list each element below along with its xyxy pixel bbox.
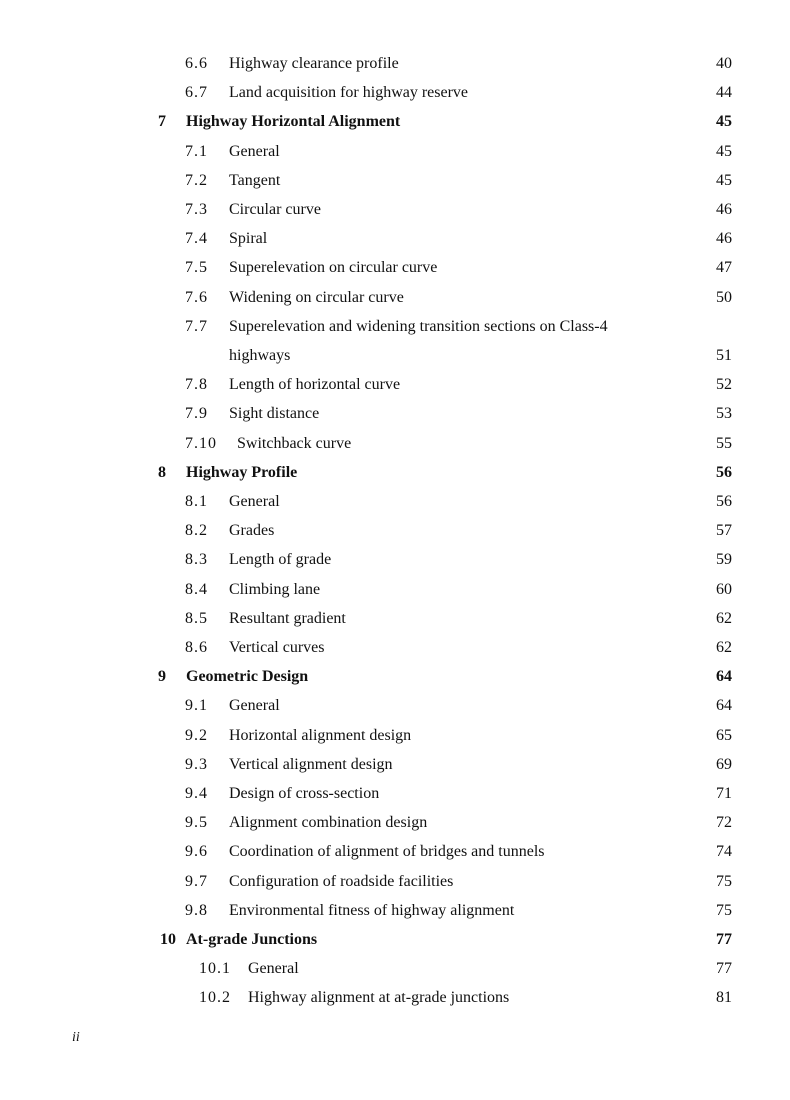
toc-entry-number: 8.1: [185, 493, 208, 510]
toc-entry-number: 9.8: [185, 901, 208, 919]
toc-entry-title: At-grade Junctions: [186, 931, 318, 948]
toc-entry-page: 45: [716, 171, 732, 189]
toc-entry-page: 46: [716, 230, 732, 248]
toc-section-entry[interactable]: [0, 899, 790, 923]
toc-entry-number: 9.1: [185, 697, 208, 715]
toc-entry-number: 8.5: [185, 609, 208, 627]
toc-entry-title: General: [248, 960, 299, 978]
toc-entry-title: Coordination of alignment of bridges and tunnels: [229, 843, 545, 861]
toc-entry-title: Design of cross-section: [229, 785, 380, 802]
toc-section-entry[interactable]: [0, 578, 790, 602]
toc-entry-number: 8: [158, 463, 166, 481]
toc-entry-title: Highway Horizontal Alignment: [186, 113, 401, 131]
toc-entry-page: 47: [716, 259, 732, 277]
toc-entry-number: 7.3: [185, 201, 208, 218]
toc-entry-number: 8.3: [185, 551, 208, 569]
toc-entry-title: Grades: [229, 522, 275, 540]
toc-entry-title: highways: [229, 347, 291, 364]
toc-entry-title: Land acquisition for highway reserve: [229, 84, 469, 102]
toc-entry-title: Switchback curve: [237, 434, 352, 452]
toc-entry-number: 7.10: [185, 434, 217, 452]
toc-entry-page: 71: [716, 785, 732, 802]
toc-entry-title: Vertical alignment design: [229, 755, 393, 773]
toc-entry-page: 56: [716, 463, 732, 481]
toc-entry-page: 62: [716, 609, 732, 627]
page-number: ii: [72, 1030, 80, 1045]
toc-entry-page: 52: [716, 376, 732, 394]
toc-section-entry[interactable]: [0, 169, 790, 193]
toc-entry-page: 59: [716, 551, 732, 569]
toc-entry-page: 75: [716, 901, 732, 919]
toc-entry-title: Alignment combination design: [229, 814, 428, 832]
toc-entry-number: 7.9: [185, 405, 208, 423]
toc-chapter-entry[interactable]: [0, 928, 790, 952]
toc-entry-page: 75: [716, 872, 732, 890]
toc-entry-page: 45: [716, 113, 732, 131]
toc-entry-page: 57: [716, 522, 732, 540]
toc-entry-title: Highway clearance profile: [229, 55, 399, 72]
toc-entry-page: 51: [716, 347, 732, 364]
toc-section-entry[interactable]: [0, 782, 790, 806]
toc-entry-number: 7.5: [185, 259, 208, 277]
toc-entry-page: 44: [716, 84, 732, 102]
toc-entry-number: 9.2: [185, 726, 208, 744]
toc-entry-number: 6.7: [185, 84, 208, 102]
toc-section-entry[interactable]: [0, 227, 790, 251]
toc-entry-number: 10.2: [199, 989, 231, 1007]
toc-entry-page: 50: [716, 288, 732, 306]
toc-entry-title: Horizontal alignment design: [229, 726, 412, 744]
toc-entry-page: 81: [716, 989, 732, 1007]
toc-entry-title: Widening on circular curve: [229, 288, 404, 306]
toc-section-entry[interactable]: [0, 140, 790, 164]
toc-chapter-entry[interactable]: [0, 110, 790, 134]
toc-section-entry[interactable]: [0, 753, 790, 777]
toc-entry-page: 62: [716, 639, 732, 656]
toc-section-entry[interactable]: [0, 957, 790, 981]
toc-entry-page: 40: [716, 55, 732, 72]
toc-section-entry[interactable]: [0, 548, 790, 572]
toc-entry-page: 46: [716, 201, 732, 218]
toc-entry-title: Tangent: [229, 171, 281, 189]
toc-entry-title: Length of horizontal curve: [229, 376, 401, 394]
toc-entry-number: 9: [158, 668, 166, 686]
toc-entry-title: General: [229, 697, 280, 715]
toc-section-entry[interactable]: [0, 724, 790, 748]
toc-section-entry[interactable]: [0, 694, 790, 718]
toc-entry-title: Geometric Design: [186, 668, 309, 686]
toc-entry-number: 8.2: [185, 522, 208, 540]
toc-entry-number: 8.6: [185, 639, 208, 656]
toc-section-entry[interactable]: [0, 81, 790, 105]
toc-entry-number: 7.2: [185, 171, 208, 189]
toc-entry-page: 45: [716, 142, 732, 160]
toc-section-entry[interactable]: [0, 315, 790, 339]
toc-entry-page: 74: [716, 843, 732, 861]
toc-entry-page: 64: [716, 697, 732, 715]
toc-entry-title: Superelevation and widening transition sections on Class-4: [229, 317, 608, 335]
toc-entry-number: 7.1: [185, 142, 208, 160]
toc-section-entry[interactable]: [0, 256, 790, 280]
toc-entry-title: Environmental fitness of highway alignment: [229, 901, 515, 919]
toc-entry-continuation[interactable]: [0, 344, 790, 368]
toc-entry-title: Climbing lane: [229, 580, 321, 598]
toc-entry-number: 9.3: [185, 755, 208, 773]
toc-section-entry[interactable]: [0, 402, 790, 426]
toc-entry-page: 65: [716, 726, 732, 744]
toc-entry-title: Circular curve: [229, 201, 321, 218]
toc-chapter-entry[interactable]: [0, 665, 790, 689]
toc-entry-title: Configuration of roadside facilities: [229, 872, 454, 890]
toc-entry-page: 72: [716, 814, 732, 832]
toc-entry-title: Sight distance: [229, 405, 320, 423]
toc-section-entry[interactable]: [0, 870, 790, 894]
toc-entry-page: 55: [716, 434, 732, 452]
toc-section-entry[interactable]: [0, 198, 790, 222]
toc-section-entry[interactable]: [0, 519, 790, 543]
toc-entry-page: 60: [716, 580, 732, 598]
toc-entry-title: Highway alignment at at-grade junctions: [248, 989, 510, 1007]
toc-entry-title: General: [229, 493, 280, 510]
toc-section-entry[interactable]: [0, 286, 790, 310]
toc-entry-page: 77: [716, 931, 732, 948]
toc-entry-page: 56: [716, 493, 732, 510]
toc-entry-title: Spiral: [229, 230, 268, 248]
toc-entry-title: Length of grade: [229, 551, 332, 569]
toc-entry-number: 9.5: [185, 814, 208, 832]
toc-entry-title: Superelevation on circular curve: [229, 259, 438, 277]
toc-entry-number: 7.6: [185, 288, 208, 306]
toc-section-entry[interactable]: [0, 607, 790, 631]
toc-entry-page: 77: [716, 960, 732, 978]
toc-entry-number: 7: [158, 113, 166, 131]
toc-entry-page: 64: [716, 668, 732, 686]
toc-entry-number: 10: [160, 931, 176, 948]
toc-entry-number: 9.7: [185, 872, 208, 890]
toc-entry-number: 7.8: [185, 376, 208, 394]
toc-entry-title: Resultant gradient: [229, 609, 346, 627]
toc-section-entry[interactable]: [0, 811, 790, 835]
toc-entry-page: 69: [716, 755, 732, 773]
toc-section-entry[interactable]: [0, 986, 790, 1010]
toc-section-entry[interactable]: [0, 840, 790, 864]
toc-entry-number: 6.6: [185, 55, 208, 72]
toc-section-entry[interactable]: [0, 373, 790, 397]
toc-entry-number: 8.4: [185, 580, 208, 598]
toc-entry-number: 7.7: [185, 317, 208, 335]
toc-section-entry[interactable]: [0, 636, 790, 660]
toc-entry-number: 7.4: [185, 230, 208, 248]
toc-section-entry[interactable]: [0, 490, 790, 514]
toc-entry-title: General: [229, 142, 280, 160]
toc-entry-number: 10.1: [199, 960, 231, 978]
toc-entry-page: 53: [716, 405, 732, 423]
toc-entry-title: Vertical curves: [229, 639, 325, 656]
toc-chapter-entry[interactable]: [0, 461, 790, 485]
toc-entry-number: 9.4: [185, 785, 208, 802]
toc-entry-number: 9.6: [185, 843, 208, 861]
toc-entry-title: Highway Profile: [186, 463, 298, 481]
toc-section-entry[interactable]: [0, 432, 790, 456]
toc-section-entry[interactable]: [0, 52, 790, 76]
